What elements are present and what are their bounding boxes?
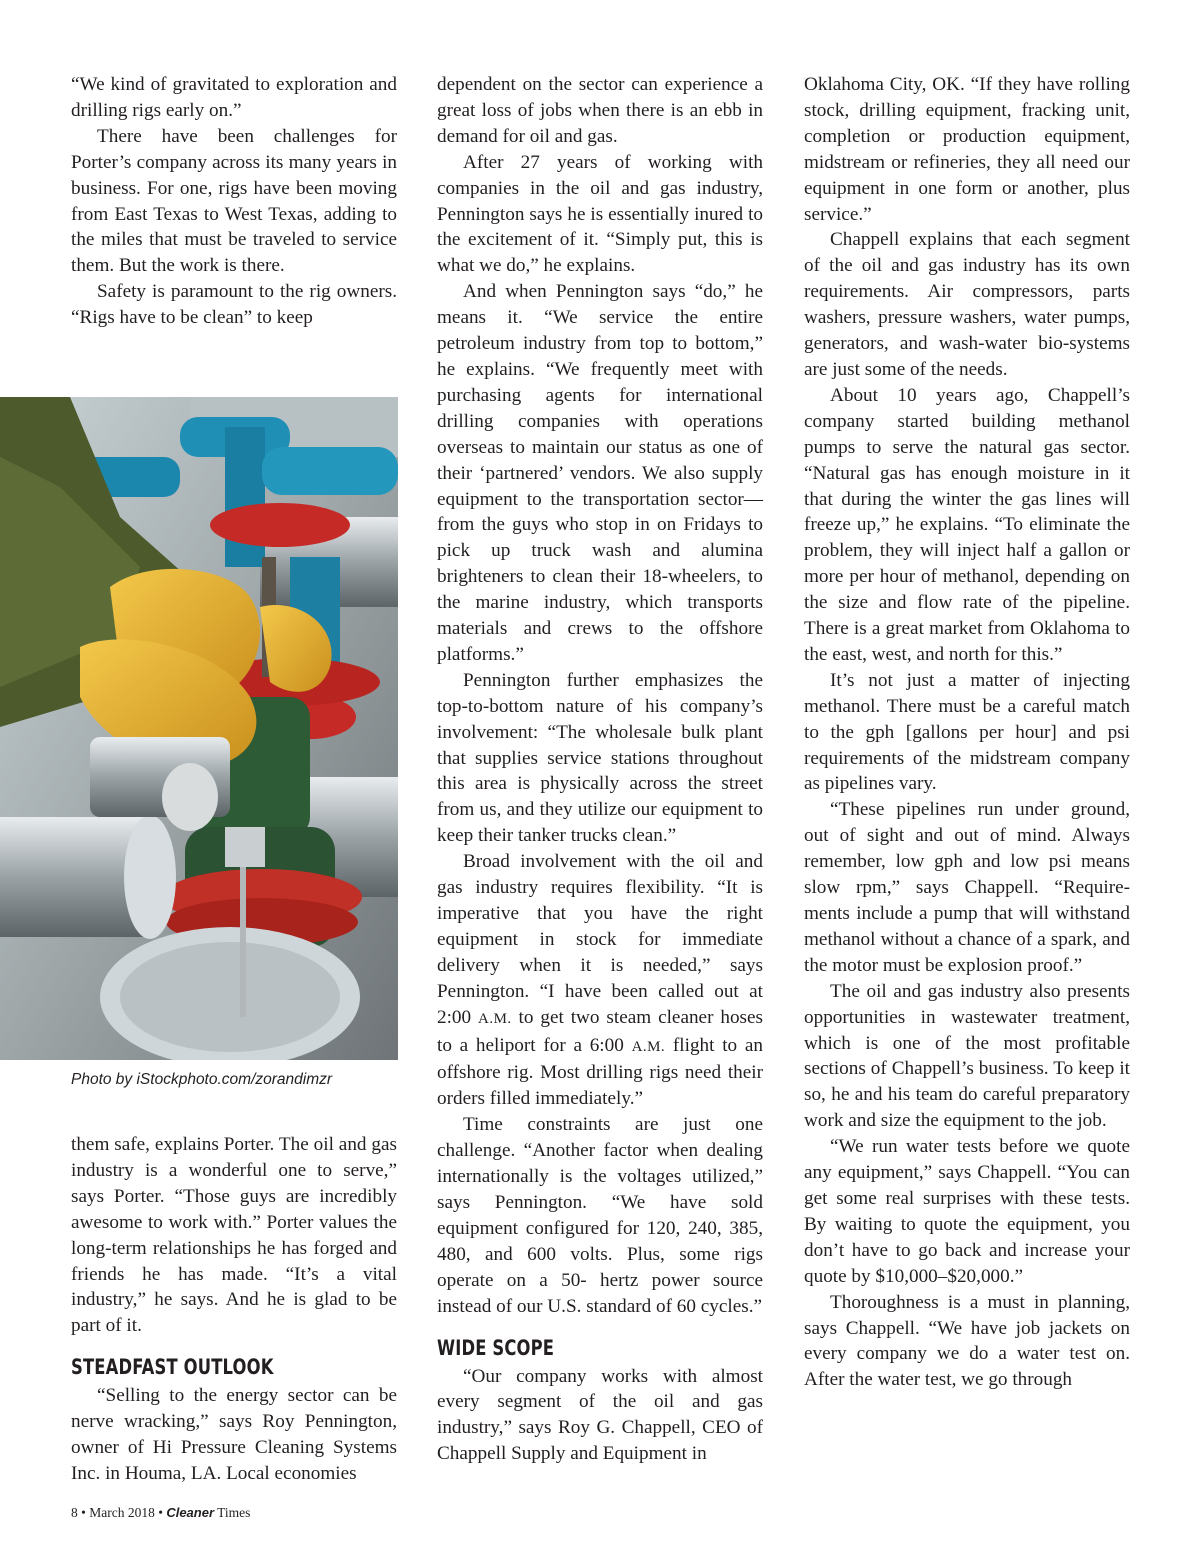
paragraph: Time constraints are just one challenge. “Another factor when dealing internationally is the voltages utilized,” says Pennington. “We have sold equipment configured for 120, 240, 385, 480, and 600 volts. Plus, some rigs operate on a 50- hertz power source instead of our U.S. standard of 60 cycles.”: [437, 1114, 763, 1317]
magazine-name: Cleaner: [166, 1505, 215, 1520]
text-run: Broad involvement with the oil and gas industry requires flexibility. “It is imperative that you have the right equipment in stock for immediate delivery when it is needed,” says Pennington. “I have been called out at 2:00: [437, 851, 763, 1028]
section-heading-steadfast-outlook: STEADFAST OUTLOOK: [71, 1355, 274, 1380]
paragraph: “These pipelines run under ground, out of sight and out of mind. Always remember, low gph and low psi means slow rpm,” says Chappell. “Require-ments include a pump that will withstand methanol without a chance of a spark, and the motor must be explosion proof.”: [804, 799, 1130, 976]
paragraph: There have been challenges for Porter’s company across its many years in business. For one, rigs have been moving from East Texas to West Texas, adding to the miles that must be traveled to service them. But the work is there.: [71, 125, 397, 277]
column-2: [437, 72, 763, 1467]
paragraph: “Selling to the energy sector can be nerve wracking,” says Roy Pennington, owner of Hi Pressure Cleaning Systems Inc. in Houma, LA. Local economies: [71, 1385, 397, 1484]
paragraph: “We run water tests before we quote any equipment,” says Chappell. “You can get some real surprises with these tests. By waiting to quote the equipment, you don’t have to go back and increase your quote by $10,000–$20,000.”: [804, 1136, 1130, 1287]
paragraph: “We kind of gravitated to exploration and drilling rigs early on.”: [71, 74, 397, 121]
paragraph: “Our company works with almost every segment of the oil and gas industry,” says Roy G. Chappell, CEO of Chappell Supply and Equipment in: [437, 1365, 763, 1465]
page-number: 8: [71, 1505, 78, 1520]
time-suffix: A.M.: [631, 1038, 666, 1055]
issue-date: March 2018: [89, 1505, 155, 1520]
paragraph: About 10 years ago, Chappell’s company started building methanol pumps to serve the natural gas sector. “Natural gas has enough moisture in it that during the winter the gas lines will freeze up,” he explains. “To eliminate the problem, they will inject half a gallon or more per hour of methanol, depending on the size and flow rate of the pipeline. There is a great market from Oklahoma to the east, west, and north for this.”: [804, 384, 1130, 665]
paragraph: Thoroughness is a must in planning, says Chappell. “We have job jackets on every company we do a water test on. After the water test, we go through: [804, 1291, 1130, 1391]
paragraph: After 27 years of working with companies in the oil and gas industry, Pennington says he is essentially inured to the excitement of it. “Simply put, this is what we do,” he explains.: [437, 151, 763, 277]
section-heading-wide-scope: WIDE SCOPE: [437, 1335, 555, 1360]
paragraph: Oklahoma City, OK. “If they have rolling stock, drilling equipment, fracking unit, completion or production equipment, midstream or refineries, they all need our equipment in one form or another, plus service.”: [804, 74, 1130, 225]
paragraph: Pennington further emphasizes the top-to-bottom nature of his company’s involvement: “The wholesale bulk plant that supplies service stations throughout this area is physically across the street from us, and they utilize our equipment to keep their tanker trucks clean.”: [437, 669, 763, 847]
photo-caption: Photo by iStockphoto.com/zorandimzr: [71, 1071, 333, 1088]
page-footer: [71, 1505, 250, 1521]
valve-photo-illustration: [0, 397, 398, 1060]
magazine-name-suffix: Times: [214, 1505, 251, 1520]
separator: •: [77, 1505, 90, 1520]
paragraph: It’s not just a matter of injecting methanol. There must be a careful match to the gph [gallons per hour] and psi requirements of the midstream company as pipelines vary.: [804, 669, 1130, 795]
paragraph: dependent on the sector can experience a great loss of jobs when there is an ebb in demand for oil and gas.: [437, 74, 763, 147]
paragraph: Safety is paramount to the rig owners. “Rigs have to be clean” to keep: [71, 281, 397, 329]
text-run: to get two steam cleaner hoses to a heliport for a 6:00: [437, 1006, 763, 1056]
paragraph: The oil and gas industry also presents opportunities in wastewater treatment, which is one of the most profitable sections of Chappell’s business. To keep it so, he and his team do careful preparatory work and size the equipment to the job.: [804, 980, 1130, 1132]
column-3: [804, 72, 1130, 1393]
column-1-top: [71, 72, 397, 331]
paragraph: [437, 849, 763, 1112]
paragraph: Chappell explains that each segment of the oil and gas industry has its own requirements. Air compressors, parts washers, pressure washers, water pumps, generators, and wash-water bio-systems are just some of the needs.: [804, 229, 1130, 380]
paragraph: And when Pennington says “do,” he means it. “We service the entire petroleum industry from top to bottom,” he explains. “We frequently meet with purchasing agents for international drilling companies with operations overseas to maintain our status as one of their ‘partnered’ vendors. We also supply equipment to the transportation sector—from the guys who stop in on Fridays to pick up truck wash and alumina brighteners to clean their 18-wheelers, to the marine industry, which transports materials and crews to the offshore platforms.”: [437, 281, 763, 665]
article-photo: [0, 397, 398, 1060]
text-run: flight to an offshore rig. Most drilling rigs need their orders filled immediately.”: [437, 1034, 763, 1110]
paragraph: them safe, explains Porter. The oil and gas industry is a wonderful one to serve,” says Porter. “Those guys are incredibly awesome to work with.” Porter values the long-term relationships he has forged and friends he has made. “It’s a vital industry,” he says. And he is glad to be part of it.: [71, 1134, 397, 1337]
time-suffix: A.M.: [478, 1010, 512, 1027]
separator: •: [154, 1505, 167, 1520]
column-1-bottom: [71, 1132, 397, 1487]
